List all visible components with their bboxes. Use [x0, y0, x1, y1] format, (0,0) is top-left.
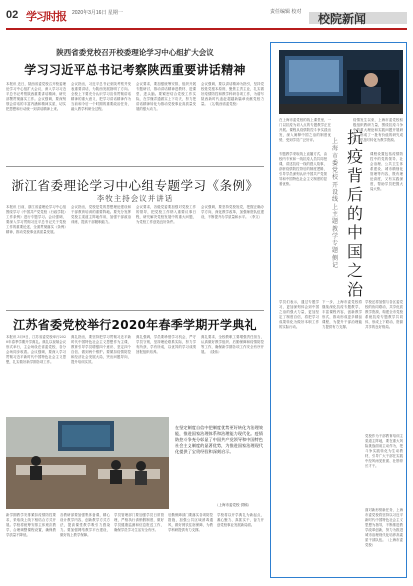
feature-intro-left: 在上海市委党校的线上课堂里，一门以抗疫为切入点的专题教学正在开展。课程从疫情防控斗争实践出发，深入阐释中国之治的制度优势，受到学员广泛好评。: [279, 118, 331, 142]
article3-column-3: 典礼强调，学员要珍惜学习机会，严守学员守则，坚持理论联系实际，努力学有所获、学有所成，以优异的学习成绩回报组织培养。: [136, 335, 196, 354]
page-number: 02: [6, 9, 19, 21]
article3-column-4: 典礼要求，全校教职工要增强责任担当，认真做好教学组织、后勤保障和疫情防控等工作，确保新学期各项工作安全有序开展。（钱伟）: [201, 335, 264, 354]
feature-photo-image: [279, 50, 403, 114]
feature-intro-right: 疫情发生以来，上海市委党校积极组织教研力量，围绕抗疫斗争中的重大理论和实践问题开展研究，形成了一批有价值的研究成果，并及时转化为教学资源。: [353, 118, 403, 142]
article1-column-2: 会议指出，习近平总书记来陕考察并发表重要讲话，为陕西发展指明了方向。全校上下要充分认识学习宣传贯彻讲话精神的重大意义，把学习讲话精神作为当前和今后一个时期的重要政治任务，融入教学科研全过程。: [71, 82, 131, 111]
masthead: [0, 0, 413, 28]
paper-name: 学习时报: [26, 10, 66, 23]
article3-headline: 江苏省委党校举行2020年春季学期开学典礼: [13, 318, 257, 332]
article2-column-1: 本报讯 日前，浙江省委理论学习中心组围绕学习《中国共产党党校（行政学院）工作条例》进行专题学习。会议强调，要深入学习贯彻习近平总书记关于党校工作的重要论述，全面贯彻落实《条例》精神，推动党校事业高质量发展。: [6, 205, 66, 234]
article3-column-1: 本报讯 3月9日，江苏省委党校举行2020年春季学期开学典礼。典礼以视频会议形式举行，主会场设在省委党校，各分会场同步收看。会议强调，要深入学习贯彻习近平新时代中国特色社会主义思想，扎实做好新学期各项工作。: [6, 335, 66, 364]
article1-column-1: 本报讯 近日，陕西省委党校召开校委理论学习中心组扩大会议，深入学习习近平总书记考察陕西重要讲话精神，研究部署贯彻落实工作。会议强调，要深刻领会讲话的丰富内涵和精神实质，切实把思想和行动统一到讲话精神上来。: [6, 82, 66, 111]
article1-kicker: 陕西省委党校召开校委理论学习中心组扩大会议: [56, 48, 214, 57]
quote-source: （上海市委党校 供稿）: [215, 503, 252, 507]
article3-lower-column-4: 后勤保障部门要落实各项防控措施，加强公共区域消毒通风，做好餐饮住宿保障，为教学科研提供有力支撑。: [168, 513, 213, 532]
article2-column-3: 会议要求，各级党委要加强对党校工作的领导，把党校工作纳入重要议事日程，研究解决党校发展中的重大问题，为党校工作创造良好条件。: [136, 205, 196, 224]
article3-lower-column-5: 学校将以开学典礼为新起点，凝心聚力、真抓实干，奋力开创党校事业发展新局面。: [217, 513, 264, 527]
feature-column-1: 学员们表示，通过专题学习，更加深刻体会到中国之治的强大力量，更加坚定了制度自信，将把学习成果转化为做好本职工作的实际行动。: [279, 300, 319, 329]
divider: [6, 166, 264, 167]
edition-line: 责任编辑 校对: [270, 9, 302, 15]
date-line: 2020年3月16日 星期一: [72, 10, 123, 16]
feature-column-3: 学校还将加强与各区委党校的协同联动，共享优质教学资源，构建全市党校系统抗疫专题教学共同体，形成上下联动、资源共享的良好格局。: [365, 300, 403, 329]
feature-title: 抗疫背后的中国之治: [346, 128, 363, 299]
feature-subtitle: 上海市委党校开设线上主题教学专题侧记: [331, 138, 338, 270]
feature-photo: [279, 50, 403, 114]
feature-column-4: 党校作为干部教育培训主渠道主阵地，要在重大风险挑战面前主动作为，把斗争实践转化为生动教材，引导广大干部在实践中经风雨见世面、壮筋骨长才干。: [365, 434, 403, 468]
masthead-rule: [6, 28, 407, 30]
feature-column-5: 面对新形势新任务，上海市委党校将坚持以习近平新时代中国特色社会主义思想为指导，不断推进教学改革创新，努力为推进城市治理现代化培养高素质干部队伍。（上海市委党校）: [365, 508, 403, 547]
article3-lower-column-2: 各教研部要加强集体备课，精心设计教学内容，创新教学方式方法，提高课堂教学吸引力感染力。要加强网络教学平台建设，做好线上教学保障。: [60, 513, 110, 537]
meeting-photo: [6, 417, 169, 509]
divider: [6, 310, 264, 311]
section-name: 校院新闻: [318, 12, 367, 26]
quote-text: 在坚定制度自信中把制度优势更好转化为治理效能，推进国家治理体系和治理能力现代化。疫情防控斗争充分彰显了中国共产党领导和中国特色社会主义制度的显著优势，为推进国家治理现代化提供了宝贵经验和深刻启示。: [175, 425, 263, 454]
article2-column-2: 会议指出，党校是党的思想理论建设和干部教育培训的重要阵地。要充分发挥党校主渠道主阵地作用，加强干部政治训练，提高干部履职能力。: [71, 205, 131, 224]
article2-column-4: 会议强调，要坚持党校姓党，把握正确办学方向，深化教学改革，加强师资队伍建设，不断提升办学质量和水平。（李文）: [201, 205, 264, 219]
article3-lower-column-3: 学员管理部门要加强学员日常管理，严格执行请销假制度，做好学员健康监测和信息报送工作，确保学员学习生活安全有序。: [114, 513, 164, 532]
feature-column-right-upper: 课程设置包括疫情防控中的党的领导、社会治理、公共卫生体系建设、城市精细化管理等内容，既有理论高度，又有实践深度，帮助学员把握大局大势。: [370, 152, 403, 191]
feature-column-left-upper: 专题教学采取线上直播方式，由校内专家和一线抗疫人员共同授课，讲述抗疫一线的感人故事，剖析疫情防控背后的制度逻辑，引导学员深刻认识中国共产党领导和中国特色社会主义制度的显著优势。: [279, 152, 327, 186]
article1-headline: 学习习近平总书记考察陕西重要讲话精神: [24, 63, 246, 77]
article1-column-4: 会议强调，要以讲话精神为指引，坚持党校姓党根本原则，聚焦主责主业，扎实做好疫情防控和教学科研各项工作，为谱写陕西新时代追赶超越新篇章贡献党校力量。（文/陕西省委党校）: [201, 82, 264, 106]
meeting-photo-image: [6, 417, 169, 509]
article2-headline: 浙江省委理论学习中心组专题学习《条例》: [11, 178, 259, 193]
article3-lower-column-1: 新学期教学安排紧扣疫情防控要求，采取线上线下相结合方式开展。学校将统筹安排主体班次教学，合理调整课程设置，确保教学质量不降低。: [6, 513, 56, 537]
feature-column-2: 下一步，上海市委党校将继续深化抗疫专题教学，丰富课程内容，创新教学形式，推动形成更多精品课程，为提升干部治理能力提供有力支撑。: [322, 300, 362, 329]
article1-column-3: 会议要求，要加强统筹安排，组织开展专题研讨，推动讲话精神进教材、进课堂、进头脑。要紧密结合党校工作实际，在学懂弄通做实上下功夫，努力把讲话精神转化为推动党校事业高质量发展的强大动力。: [136, 82, 196, 111]
article2-subhead: 李牧主持会议并讲话: [96, 194, 174, 203]
article3-column-2: 典礼指出，要坚持把学习贯彻习近平新时代中国特色社会主义思想作为主课，教育引导学员增强四个意识、坚定四个自信、做到两个维护。要紧扣疫情防控和经济社会发展大局，突出问题导向，提升培训实效。: [71, 335, 131, 364]
